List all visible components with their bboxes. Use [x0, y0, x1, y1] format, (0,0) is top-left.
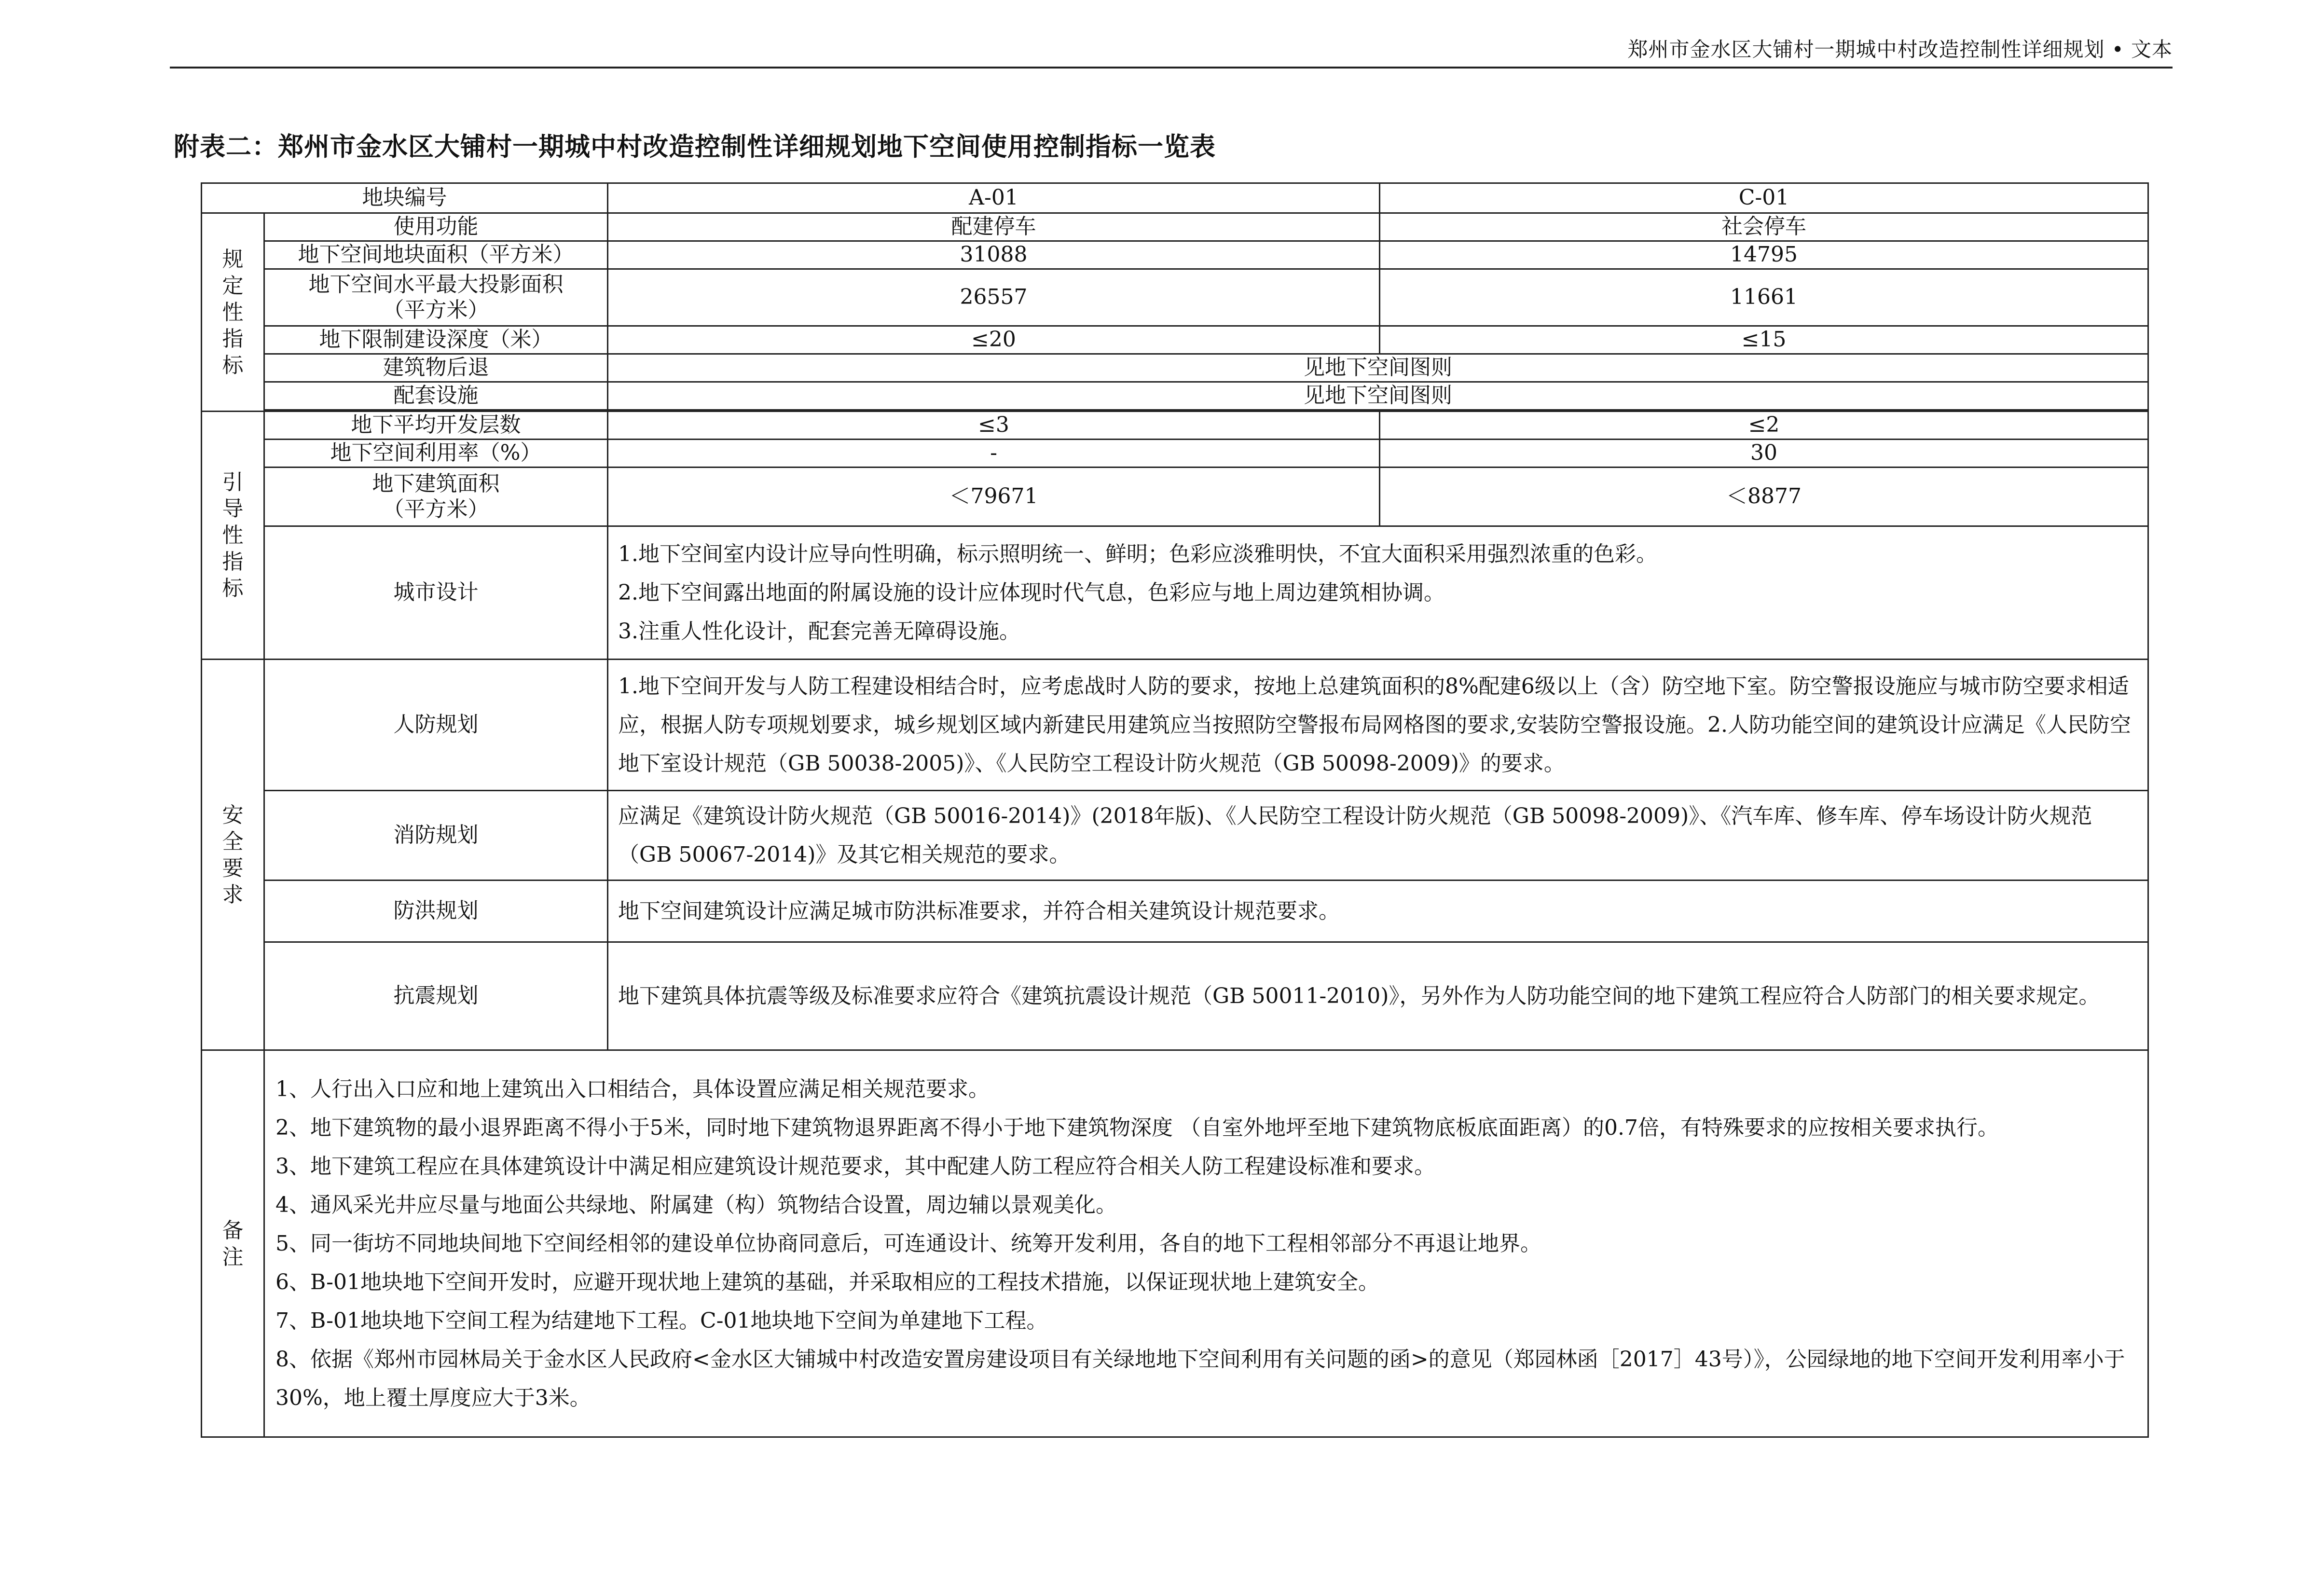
- row-label: [264, 269, 608, 326]
- cell-c01: ≤2: [1380, 412, 2148, 440]
- table-row: [202, 440, 2148, 468]
- row-label: 地下限制建设深度（米）: [264, 326, 608, 354]
- group-guidance: [202, 412, 264, 660]
- remark-item: 1、人行出入口应和地上建筑出入口相结合，具体设置应满足相关规范要求。: [275, 1076, 990, 1101]
- group-mandatory: [202, 213, 264, 412]
- table-row: [202, 791, 2148, 881]
- table-row: [202, 354, 2148, 382]
- row-label: 建筑物后退: [264, 354, 608, 382]
- group-remarks: [202, 1050, 264, 1437]
- remark-item: 8、依据《郑州市园林局关于金水区人民政府<金水区大铺城中村改造安置房建设项目有关绿地地下空间利用有关问题的函>的意见（郑园林函［2017］43号）》，公园绿地的地下空间开发利用率小于30%，地上覆土厚度应大于3米。: [275, 1347, 2125, 1410]
- row-label-line2: （平方米）: [383, 496, 489, 522]
- row-label-line1: 地下建筑面积: [372, 471, 500, 496]
- table-row: [202, 660, 2148, 791]
- row-label: 抗震规划: [264, 942, 608, 1050]
- row-label: [264, 468, 608, 526]
- row-label: 城市设计: [264, 526, 608, 660]
- cell-merged: 见地下空间图则: [608, 382, 2148, 410]
- table-row: [202, 213, 2148, 241]
- cell-a01: ≤3: [608, 412, 1380, 440]
- running-header: 郑州市金水区大铺村一期城中村改造控制性详细规划 • 文本: [1627, 38, 2173, 61]
- table-row: [202, 1050, 2148, 1437]
- table-row: [202, 382, 2148, 410]
- remark-item: 3、地下建筑工程应在具体建筑设计中满足相应建筑设计规范要求，其中配建人防工程应符合相关人防工程建设标准和要求。: [275, 1154, 1435, 1179]
- cell-merged: 见地下空间图则: [608, 354, 2148, 382]
- table-row: [202, 881, 2148, 942]
- cell-a01: 31088: [608, 241, 1380, 269]
- table-row: [202, 326, 2148, 354]
- cell-c01: ≤15: [1380, 326, 2148, 354]
- cell-c01: 社会停车: [1380, 213, 2148, 241]
- row-label: 防洪规划: [264, 881, 608, 942]
- header-c01: C-01: [1380, 183, 2148, 213]
- group-mandatory-label: 规定性指标: [222, 247, 244, 378]
- table-row: [202, 412, 2148, 440]
- urban-design-text: [608, 526, 2148, 660]
- control-index-table: [201, 182, 2149, 1438]
- cell-c01: 30: [1380, 440, 2148, 468]
- row-label: 地下平均开发层数: [264, 412, 608, 440]
- remark-item: 4、通风采光井应尽量与地面公共绿地、附属建（构）筑物结合设置，周边辅以景观美化。: [275, 1192, 1117, 1217]
- remark-item: 5、同一街坊不同地块间地下空间经相邻的建设单位协商同意后，可连通设计、统筹开发利用，各自的地下工程相邻部分不再退让地界。: [275, 1231, 1541, 1256]
- remark-item: 7、B-01地块地下空间工程为结建地下工程。C-01地块地下空间为单建地下工程。: [275, 1308, 1048, 1333]
- remarks-text: [264, 1050, 2148, 1437]
- row-label: 地下空间利用率（%）: [264, 440, 608, 468]
- row-label-line1: 地下空间水平最大投影面积: [308, 272, 564, 297]
- header-divider: [170, 67, 2173, 69]
- row-label: 使用功能: [264, 213, 608, 241]
- table-row: [202, 942, 2148, 1050]
- table-header-row: [202, 183, 2148, 213]
- header-a01: A-01: [608, 183, 1380, 213]
- group-safety-label: 安全要求: [222, 802, 244, 907]
- group-safety: [202, 660, 264, 1050]
- row-label: 地下空间地块面积（平方米）: [264, 241, 608, 269]
- cell-c01: 11661: [1380, 269, 2148, 326]
- row-label: 人防规划: [264, 660, 608, 791]
- cell-a01: -: [608, 440, 1380, 468]
- flood-control-text: 地下空间建筑设计应满足城市防洪标准要求，并符合相关建筑设计规范要求。: [608, 881, 2148, 942]
- table-row: [202, 526, 2148, 660]
- cell-a01: 26557: [608, 269, 1380, 326]
- row-label-line2: （平方米）: [383, 297, 489, 322]
- group-guidance-label: 引导性指标: [222, 470, 244, 601]
- cell-a01: ＜79671: [608, 468, 1380, 526]
- row-label: 消防规划: [264, 791, 608, 881]
- row-label: 配套设施: [264, 382, 608, 410]
- seismic-text: 地下建筑具体抗震等级及标准要求应符合《建筑抗震设计规范（GB 50011-2010)》，另外作为人防功能空间的地下建筑工程应符合人防部门的相关要求规定。: [608, 942, 2148, 1050]
- cell-c01: ＜8877: [1380, 468, 2148, 526]
- group-remarks-label: 备注: [222, 1218, 244, 1269]
- urban-design-line: 1.地下空间室内设计应导向性明确，标示照明统一、鲜明；色彩应淡雅明快，不宜大面积采用强烈浓重的色彩。: [618, 541, 1657, 566]
- cell-c01: 14795: [1380, 241, 2148, 269]
- remark-item: 6、B-01地块地下空间开发时，应避开现状地上建筑的基础，并采取相应的工程技术措施，以保证现状地上建筑安全。: [275, 1269, 1379, 1294]
- cell-a01: 配建停车: [608, 213, 1380, 241]
- urban-design-line: 2.地下空间露出地面的附属设施的设计应体现时代气息，色彩应与地上周边建筑相协调。: [618, 580, 1445, 605]
- table-row: [202, 269, 2148, 326]
- table-row: [202, 468, 2148, 526]
- cell-a01: ≤20: [608, 326, 1380, 354]
- civil-defense-text: 1.地下空间开发与人防工程建设相结合时，应考虑战时人防的要求，按地上总建筑面积的8%配建6级以上（含）防空地下室。防空警报设施应与城市防空要求相适应，根据人防专项规划要求，城乡规划区域内新建民用建筑应当按照防空警报布局网格图的要求,安装防空警报设施。2.人防功能空间的建筑设计应满足《人民防空地下室设计规范（GB 50038-2005)》、《人民防空工程设计防火规范（GB 50098-2009)》的要求。: [608, 660, 2148, 791]
- table-row: [202, 241, 2148, 269]
- remark-item: 2、地下建筑物的最小退界距离不得小于5米，同时地下建筑物退界距离不得小于地下建筑物深度 （自室外地坪至地下建筑物底板底面距离）的0.7倍，有特殊要求的应按相关要求执行。: [275, 1115, 1999, 1140]
- fire-protection-text: 应满足《建筑设计防火规范（GB 50016-2014)》(2018年版)、《人民防空工程设计防火规范（GB 50098-2009)》、《汽车库、修车库、停车场设计防火规范（GB 50067-2014)》及其它相关规范的要求。: [608, 791, 2148, 881]
- page-title: 附表二：郑州市金水区大铺村一期城中村改造控制性详细规划地下空间使用控制指标一览表: [174, 132, 1216, 162]
- header-plot-code: 地块编号: [202, 183, 608, 213]
- urban-design-line: 3.注重人性化设计，配套完善无障碍设施。: [618, 619, 1020, 644]
